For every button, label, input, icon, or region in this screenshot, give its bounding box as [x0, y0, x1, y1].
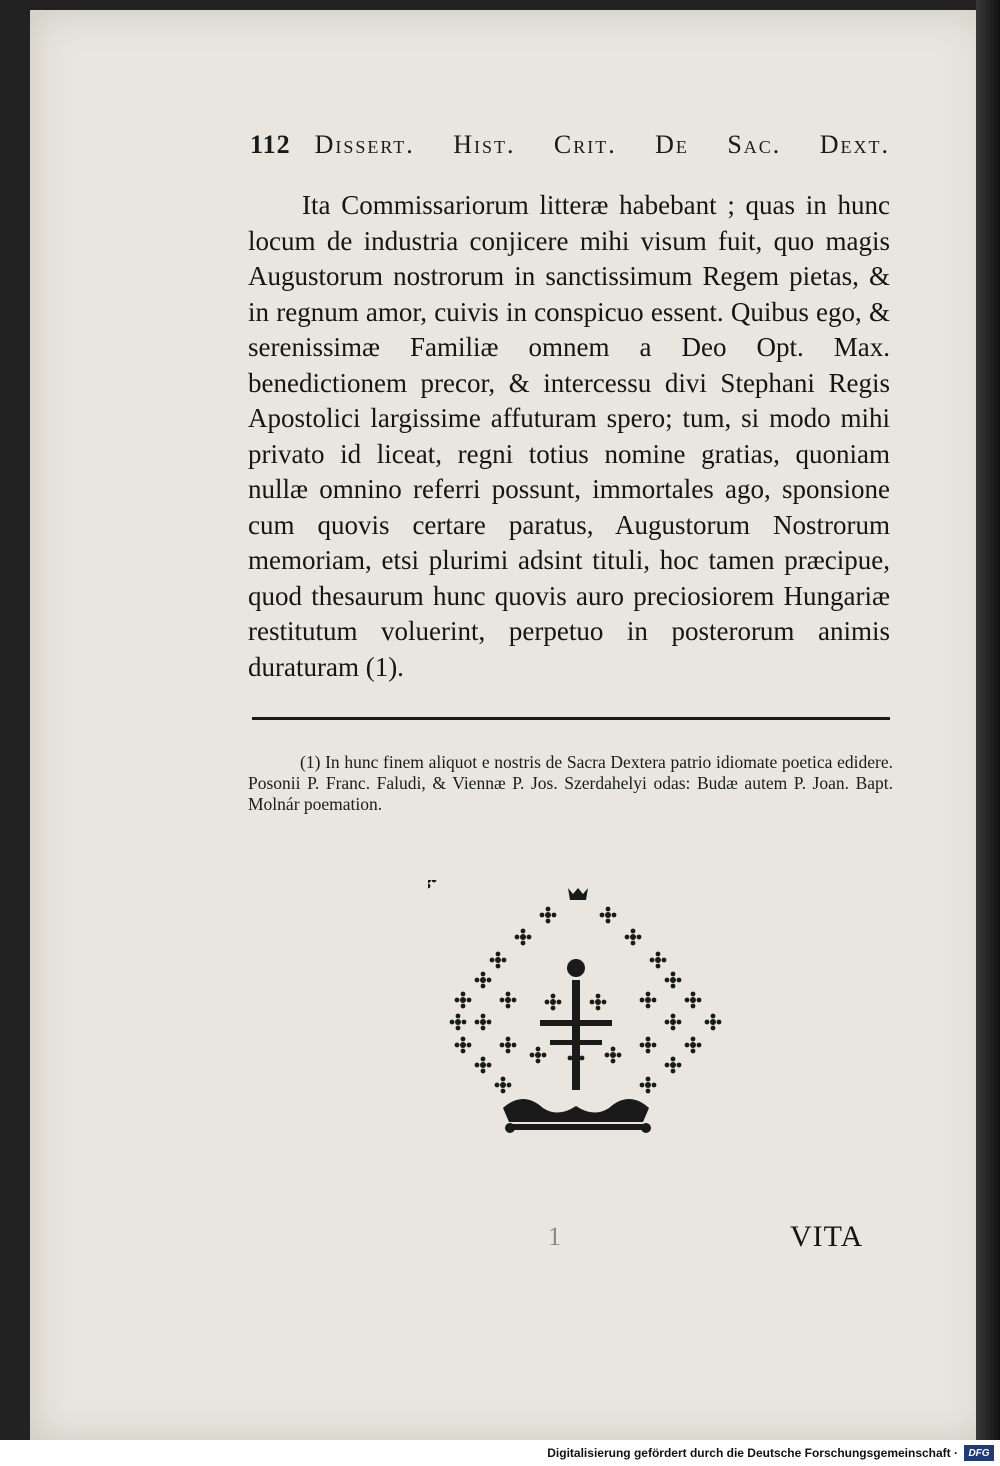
footnote: (1) In hunc finem aliquot e nostris de Sacra Dextera patrio idiomate poetica edidere. Posonii P. Franc. Faludi, & Viennæ P. Jos. Szerdahelyi odas: Budæ autem P. Joan. Bapt. Molnár poemation.: [248, 752, 893, 814]
funding-credit: Digitalisierung gefördert durch die Deutsche Forschungsgemeinschaft ·: [547, 1446, 958, 1460]
crown-cross-ornament-icon: [428, 880, 728, 1145]
dfg-logo-icon: DFG: [964, 1445, 994, 1461]
footer-bar: [0, 1440, 1000, 1466]
page-number: 112: [250, 130, 291, 159]
page-edge-shadow: [976, 0, 1000, 1440]
main-paragraph: Ita Commissariorum litteræ habebant ; quas in hunc locum de industria conjicere mihi visum fuit, quo magis Augustorum nostrorum in sanctissimum Regem pietas, & in regnum amor, cuivis in conspicuo essent. Quibus ego, & serenissimæ Familiæ omnem a Deo Opt. Max. benedictionem precor, & intercessu divi Stephani Regis Apostolici largissime affuturam spero; tum, si modo mihi privato id liceat, regni totius nomine gratias, quoniam nullæ omnino referri possunt, immortales ago, sponsione cum quovis certare paratus, Augustorum Nostrorum memoriam, etsi plurimi adsint tituli, hoc tamen præcipue, quod thesaurum hunc quovis auro preciosiorem Hungariæ restitutum voluerint, perpetuo in posterorum animis duraturam (1).: [248, 190, 890, 682]
catchword: VITA: [790, 1220, 864, 1253]
running-head: Dissert. Hist. Crit. De Sac. Dext.: [314, 130, 890, 159]
footnote-rule: [252, 717, 890, 720]
page-header: [250, 130, 890, 170]
stray-mark: 1: [548, 1222, 561, 1251]
